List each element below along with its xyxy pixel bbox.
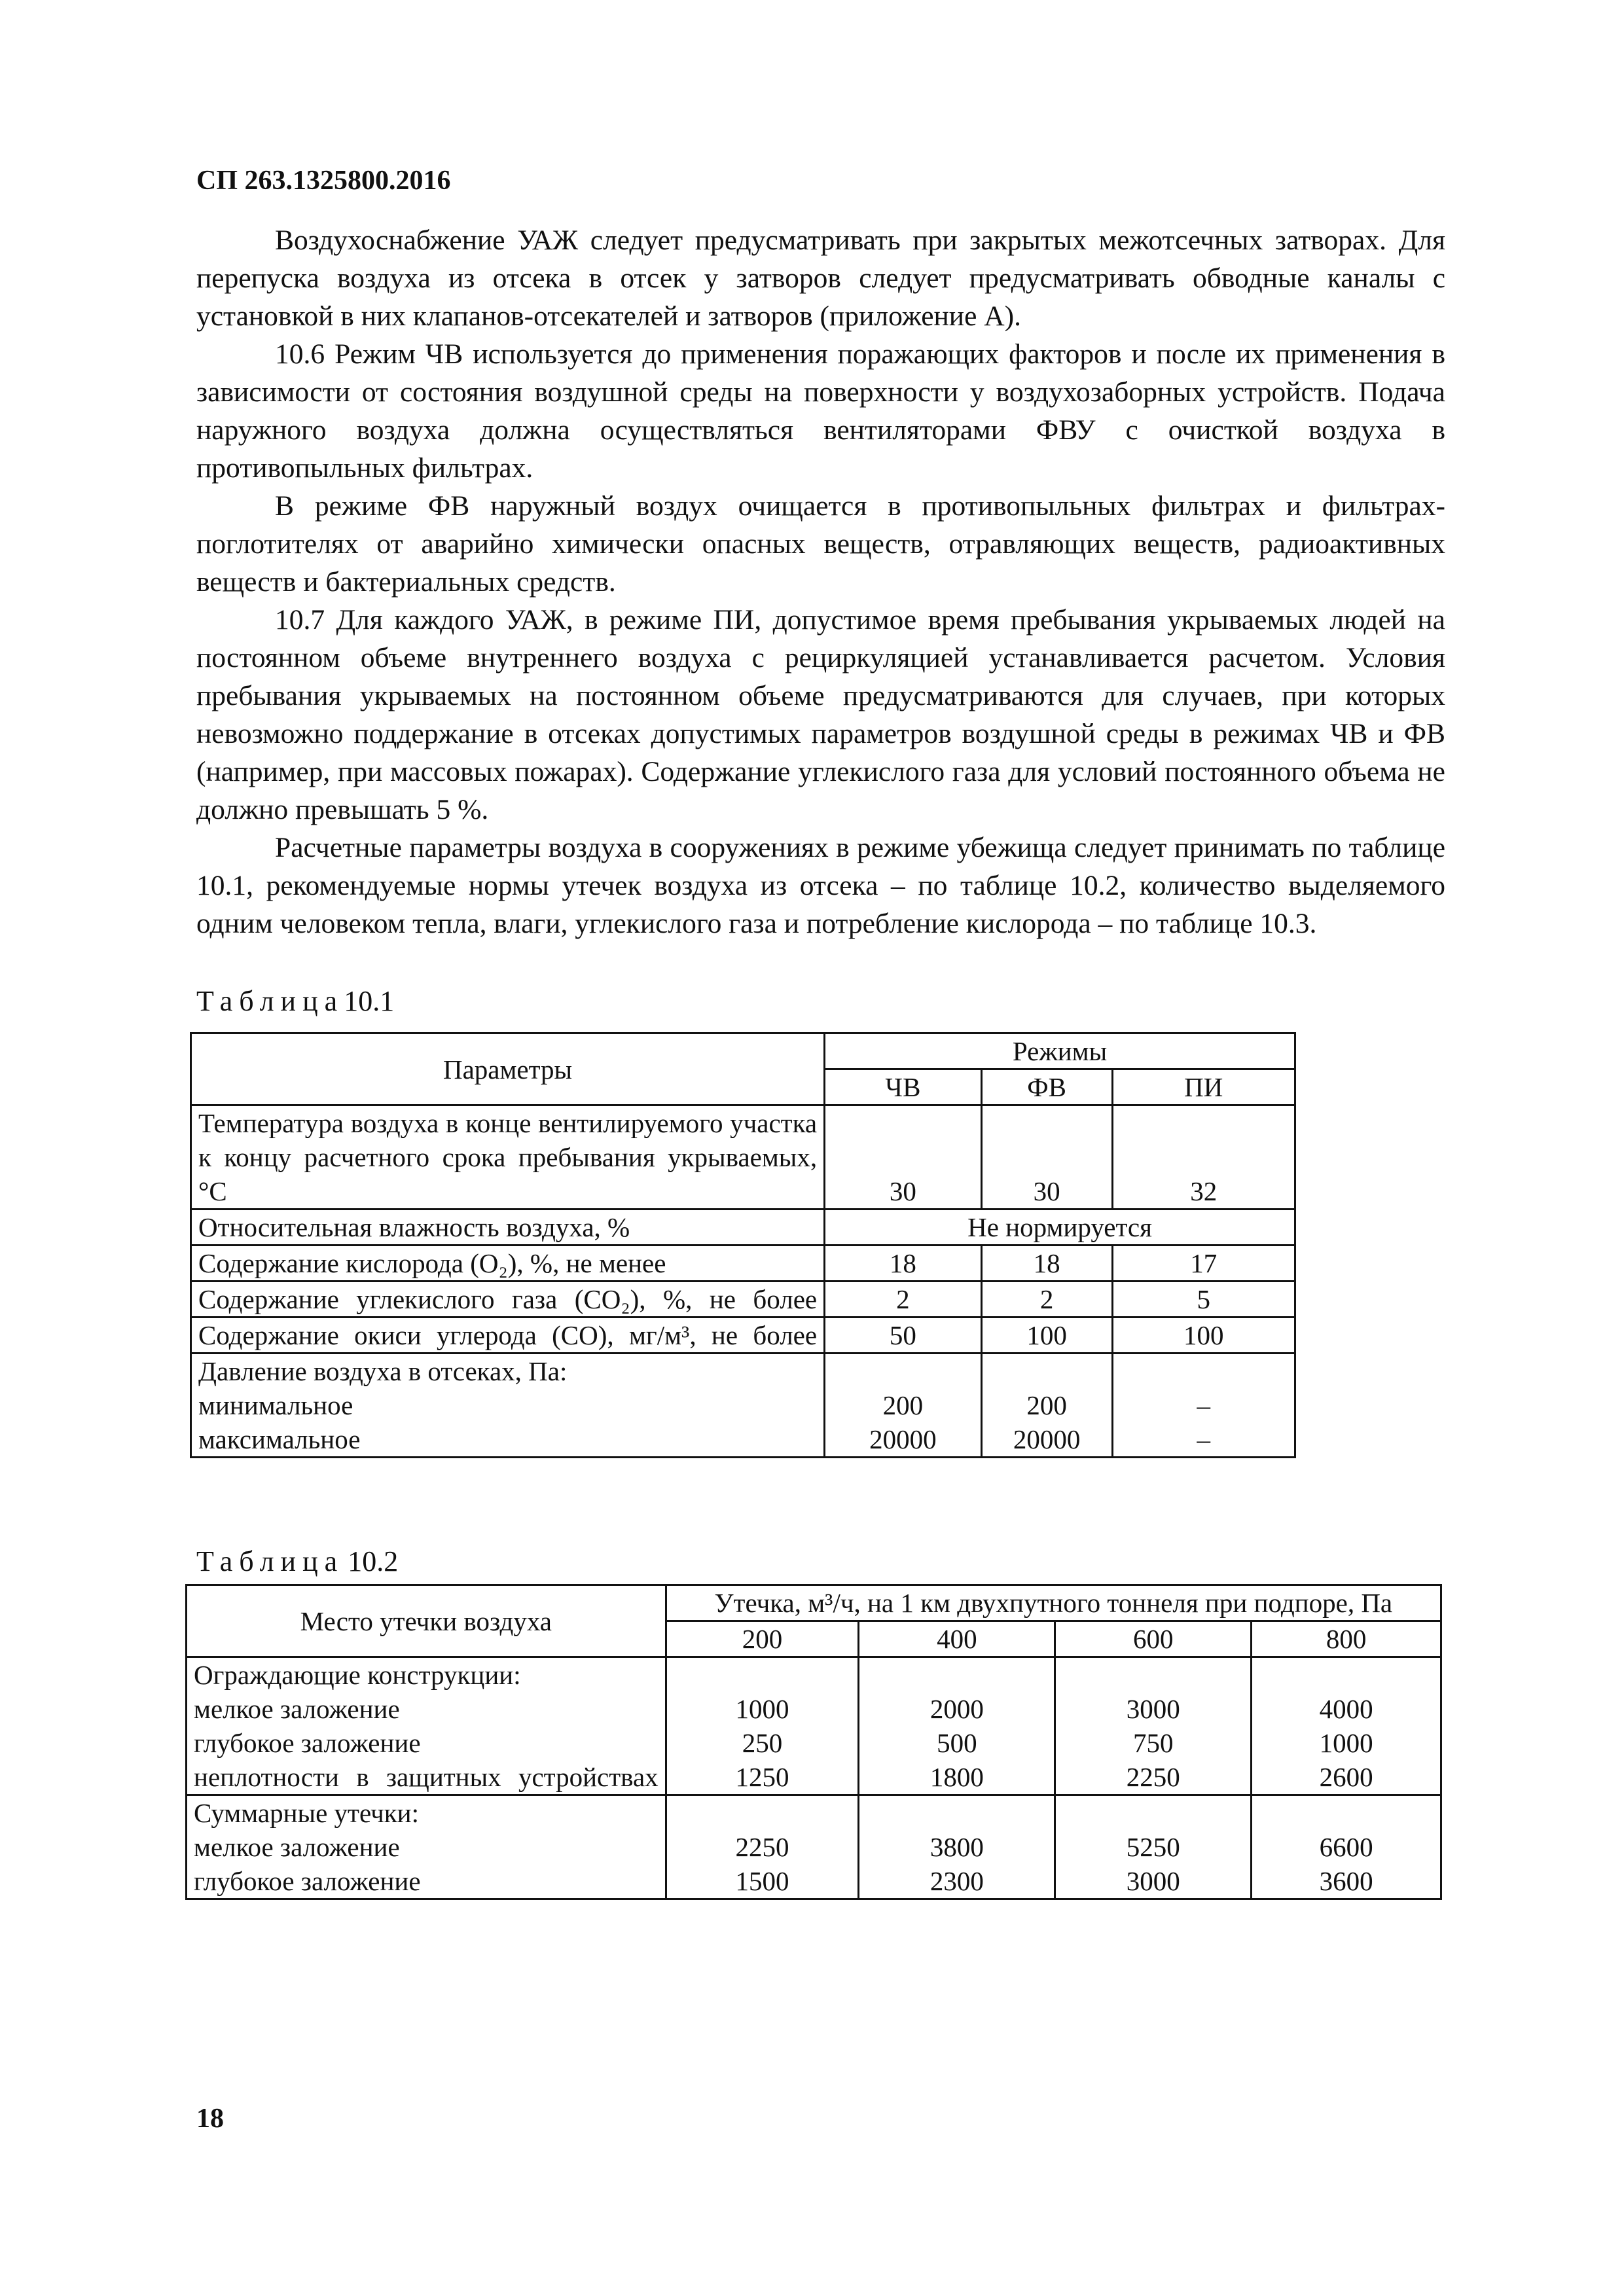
table-row (187, 1657, 1441, 1795)
param-cell (191, 1354, 825, 1458)
table-10-1-caption (196, 984, 394, 1018)
table-row (191, 1354, 1295, 1458)
value-cell: 1000 250 1250 (666, 1657, 859, 1795)
param-cell: Содержание кислорода (О₂), %, не менее (191, 1246, 825, 1282)
table-row (191, 1282, 1295, 1318)
value-cell: 2250 1500 (666, 1795, 859, 1899)
table-row (191, 1246, 1295, 1282)
value-cell: 30 (825, 1105, 982, 1210)
pressure-header: 800 (1252, 1621, 1441, 1657)
pressure-max-label: максимальное (198, 1424, 361, 1454)
value-cell: 100 (981, 1318, 1112, 1354)
value-cell: 2 (825, 1282, 982, 1318)
value-cell: 4000 1000 2600 (1252, 1657, 1441, 1795)
paragraph: Воздухоснабжение УАЖ следует предусматривать при закрытых межотсечных затворах. Для перепуска воздуха из отсека в отсек у затворов следует предусматривать обводные каналы с установкой в них клапанов-отсекателей и затворов (приложение А). (196, 224, 1445, 332)
group-title: Суммарные утечки: (194, 1798, 419, 1828)
paragraph: Расчетные параметры воздуха в сооружениях в режиме убежища следует принимать по таблице 10.1, рекомендуемые нормы утечек воздуха из отсека – по таблице 10.2, количество выделяемого одним человеком тепла, влаги, углекислого газа и потребление кислорода – по таблице 10.3. (196, 832, 1445, 939)
mode-header: ЧВ (825, 1069, 982, 1105)
pressure-header: 400 (859, 1621, 1055, 1657)
page-number: 18 (196, 2104, 224, 2134)
group-cell (187, 1795, 666, 1899)
pressure-min-label: минимальное (198, 1390, 353, 1420)
caption-number: 10.1 (344, 985, 395, 1017)
table-row (191, 1318, 1295, 1354)
value-cell: 6600 3600 (1252, 1795, 1441, 1899)
param-cell: Температура воздуха в конце вентилируемого участка к концу расчетного срока пребывания укрываемых, °С (191, 1105, 825, 1210)
value-cell: 5250 3000 (1055, 1795, 1252, 1899)
value-cell: – – (1112, 1354, 1295, 1458)
value-cell: 18 (825, 1246, 982, 1282)
row-label: мелкое заложение (194, 1694, 400, 1724)
header-place: Место утечки воздуха (187, 1585, 666, 1657)
paragraph: В режиме ФВ наружный воздух очищается в противопыльных фильтрах и фильтрах-поглотителях от аварийно химически опасных веществ, отравляющих веществ, радиоактивных веществ и бактериальных средств. (196, 490, 1445, 598)
mode-header: ФВ (981, 1069, 1112, 1105)
caption-number: 10.2 (348, 1545, 399, 1577)
header-params: Параметры (191, 1033, 825, 1105)
value-cell: 3800 2300 (859, 1795, 1055, 1899)
value-cell: 17 (1112, 1246, 1295, 1282)
body-text (196, 221, 1445, 942)
value-cell: 50 (825, 1318, 982, 1354)
value-cell: 3000 750 2250 (1055, 1657, 1252, 1795)
caption-word: Таблица (196, 1545, 344, 1577)
row-label: мелкое заложение (194, 1832, 400, 1862)
param-cell: Относительная влажность воздуха, % (191, 1210, 825, 1246)
table-10-1 (190, 1032, 1296, 1458)
value-cell: 200 20000 (825, 1354, 982, 1458)
value-cell: 100 (1112, 1318, 1295, 1354)
row-label: неплотности в защитных устройствах (194, 1762, 659, 1792)
mode-header: ПИ (1112, 1069, 1295, 1105)
document-code: СП 263.1325800.2016 (196, 166, 451, 196)
table-row (191, 1210, 1295, 1246)
table-row (187, 1795, 1441, 1899)
header-leak: Утечка, м³/ч, на 1 км двухпутного тоннеля при подпоре, Па (666, 1585, 1441, 1621)
param-cell: Содержание окиси углерода (СО), мг/м³, не более (191, 1318, 825, 1354)
table-row (191, 1105, 1295, 1210)
row-label: глубокое заложение (194, 1728, 421, 1758)
value-cell: 32 (1112, 1105, 1295, 1210)
param-cell: Содержание углекислого газа (СО₂), %, не более (191, 1282, 825, 1318)
pressure-header: 600 (1055, 1621, 1252, 1657)
row-label: глубокое заложение (194, 1866, 421, 1896)
group-title: Ограждающие конструкции: (194, 1660, 521, 1690)
value-cell-merged: Не нормируется (825, 1210, 1295, 1246)
group-cell (187, 1657, 666, 1795)
value-cell: 200 20000 (981, 1354, 1112, 1458)
paragraph: 10.7 Для каждого УАЖ, в режиме ПИ, допустимое время пребывания укрываемых людей на постоянном объеме внутреннего воздуха с рециркуляцией устанавливается расчетом. Условия пребывания укрываемых на постоянном объеме предусматриваются для случаев, при которых невозможно поддержание в отсеках допустимых параметров воздушной среды в режимах ЧВ и ФВ (например, при массовых пожарах). Содержание углекислого газа для условий постоянного объема не должно превышать 5 %. (196, 604, 1445, 825)
paragraph: 10.6 Режим ЧВ используется до применения поражающих факторов и после их применения в зависимости от состояния воздушной среды на поверхности у воздухозаборных устройств. Подача наружного воздуха должна осуществляться вентиляторами ФВУ с очисткой воздуха в противопыльных фильтрах. (196, 338, 1445, 484)
value-cell: 2 (981, 1282, 1112, 1318)
pressure-header: 200 (666, 1621, 859, 1657)
table-10-2-caption (196, 1545, 398, 1578)
table-10-2 (185, 1584, 1442, 1900)
header-modes: Режимы (825, 1033, 1295, 1069)
value-cell: 18 (981, 1246, 1112, 1282)
pressure-title: Давление воздуха в отсеках, Па: (198, 1356, 568, 1386)
value-cell: 5 (1112, 1282, 1295, 1318)
value-cell: 30 (981, 1105, 1112, 1210)
value-cell: 2000 500 1800 (859, 1657, 1055, 1795)
caption-word: Таблица (196, 985, 344, 1017)
